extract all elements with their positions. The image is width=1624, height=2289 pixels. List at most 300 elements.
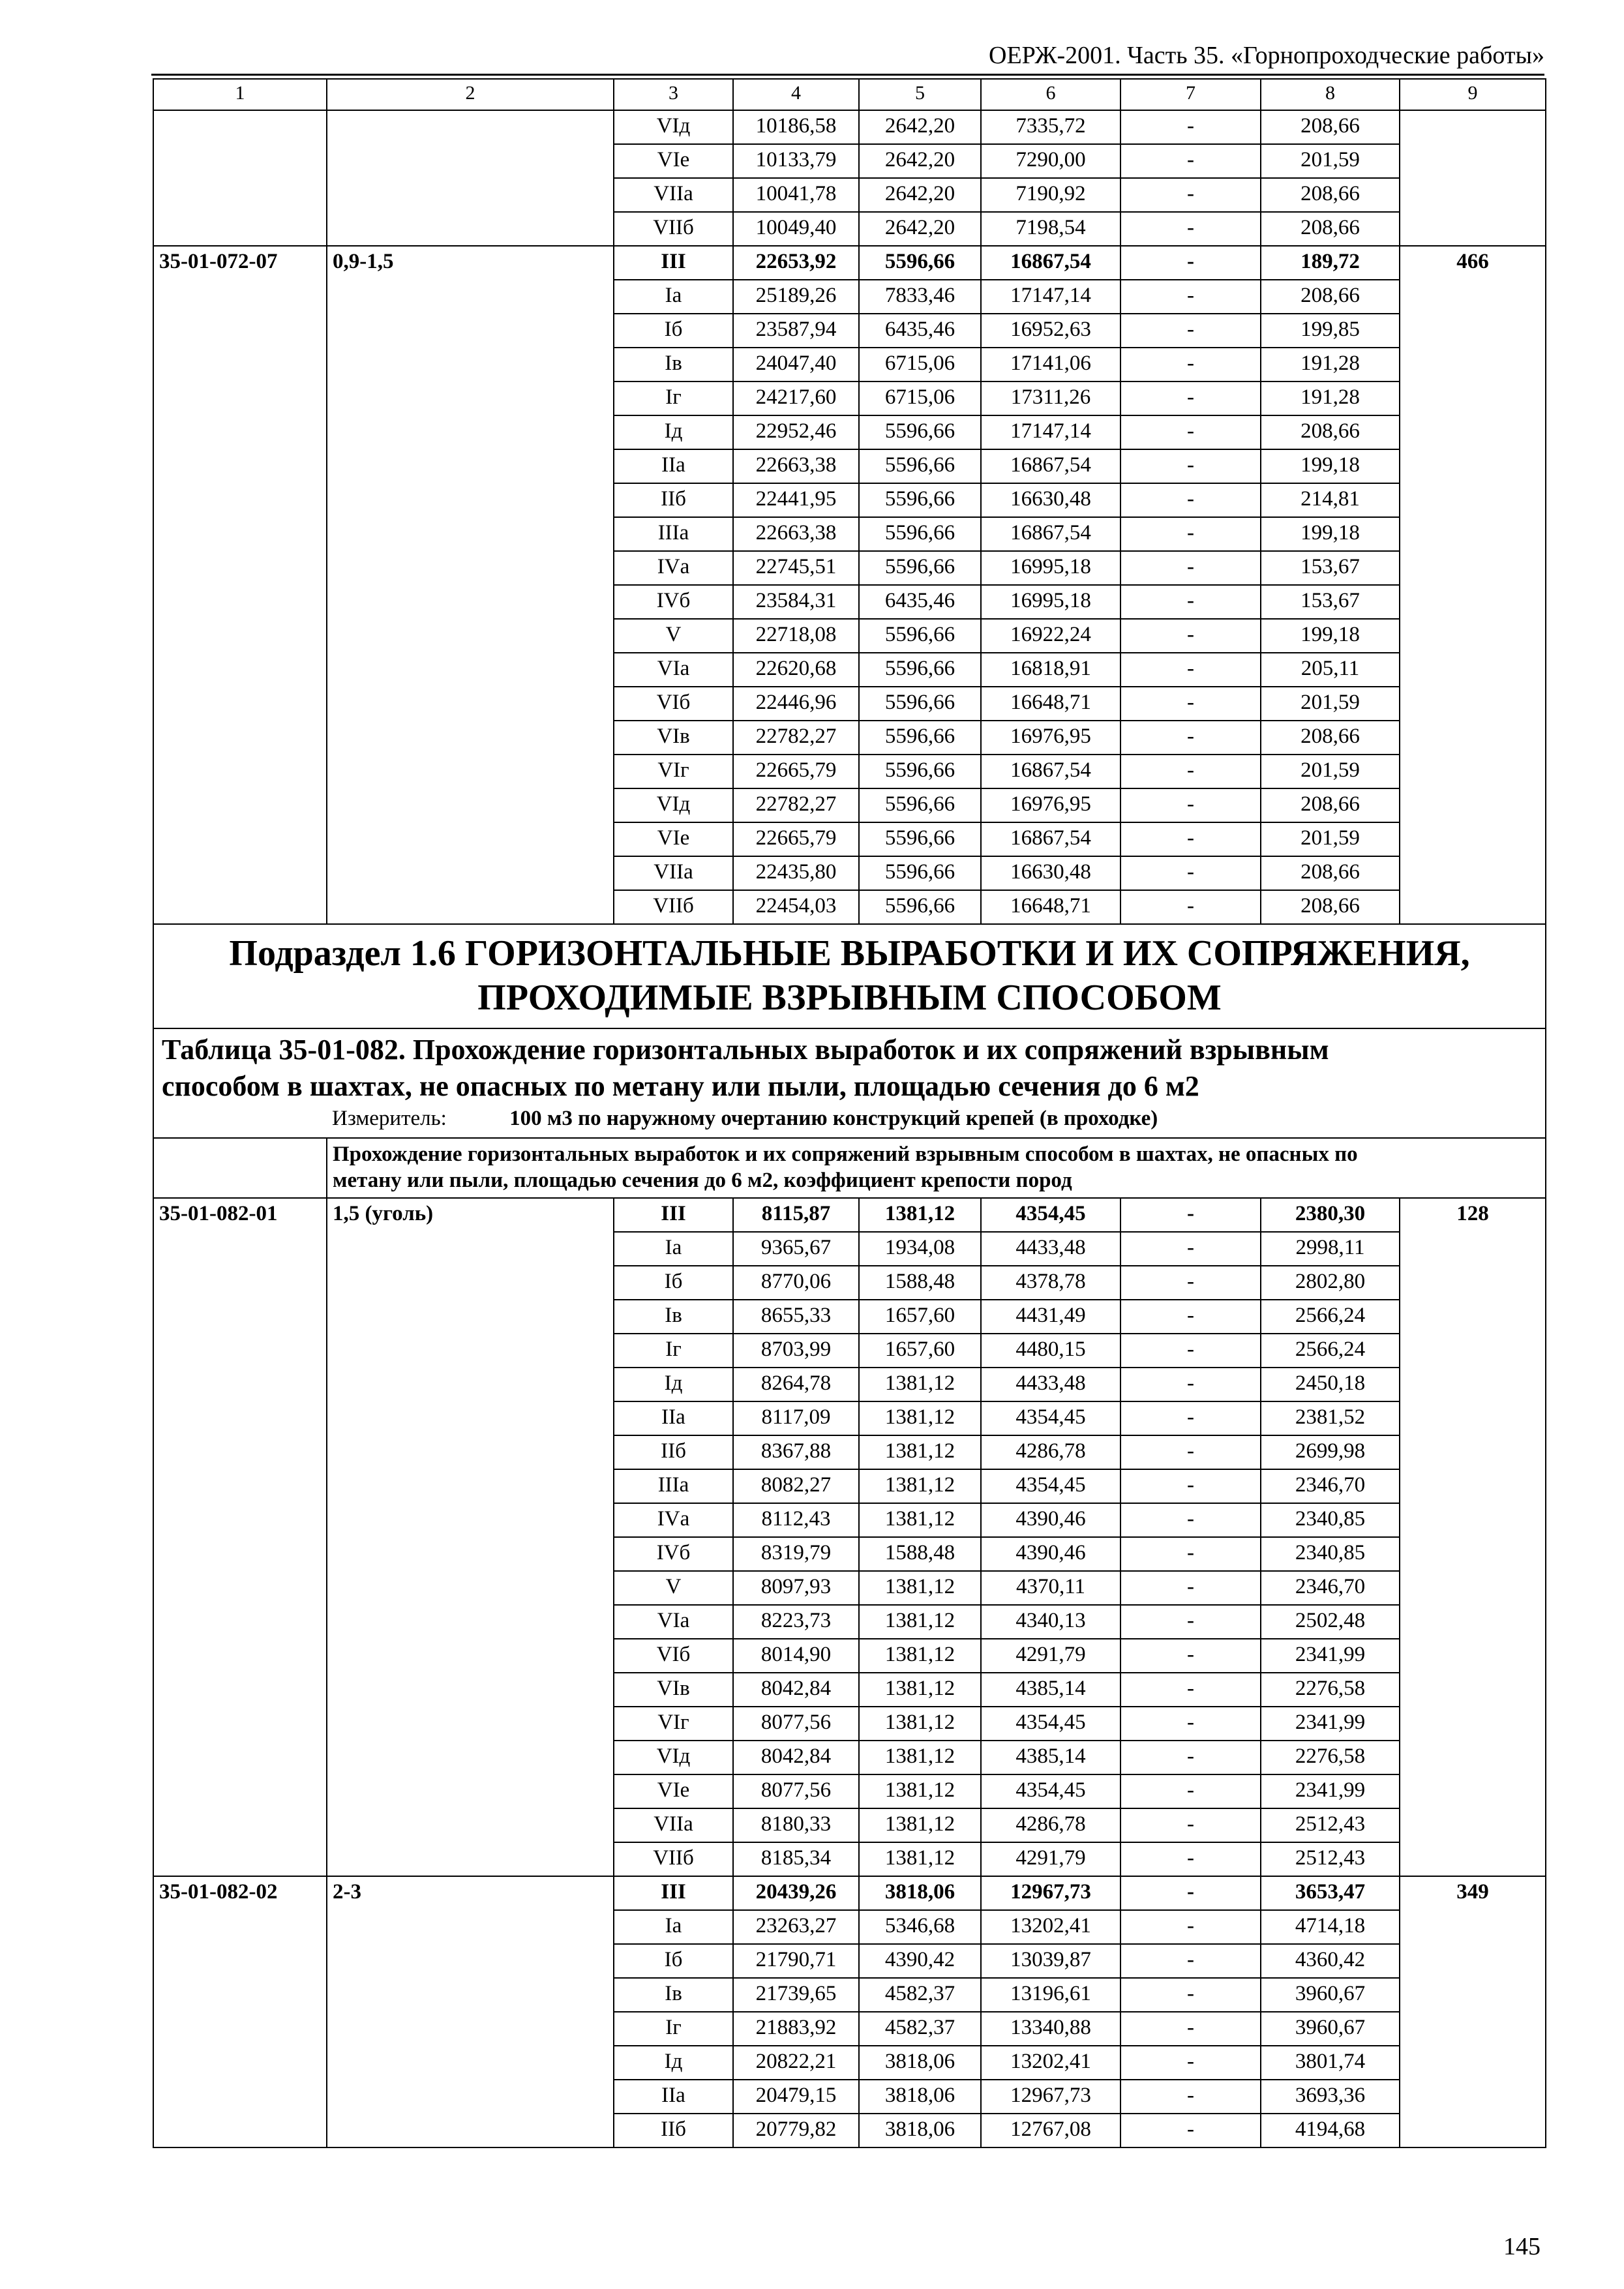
table-row: [153, 110, 1546, 144]
zone-cell: IVа: [614, 551, 733, 585]
value-cell-c8: 201,59: [1261, 822, 1400, 856]
value-cell-c5: 5596,66: [859, 483, 981, 517]
value-cell-c5: 1381,12: [859, 1707, 981, 1741]
zone-cell: IVб: [614, 1537, 733, 1571]
value-cell-c4: 23584,31: [733, 585, 859, 619]
table-row: [153, 1876, 1546, 1910]
value-cell-c6: 12967,73: [981, 2080, 1120, 2114]
value-cell-c6: 4431,49: [981, 1300, 1120, 1334]
value-cell-c8: 2276,58: [1261, 1741, 1400, 1774]
value-cell-c7: -: [1120, 1537, 1261, 1571]
value-cell-c4: 9365,67: [733, 1232, 859, 1266]
value-cell-c8: 2340,85: [1261, 1503, 1400, 1537]
zone-cell: IIа: [614, 449, 733, 483]
value-cell-c8: 2699,98: [1261, 1435, 1400, 1469]
value-cell-c5: 1657,60: [859, 1334, 981, 1368]
value-cell-c8: 4194,68: [1261, 2114, 1400, 2147]
zone-cell: VIв: [614, 1673, 733, 1707]
value-cell-c7: -: [1120, 619, 1261, 653]
subsection-heading-row: [153, 924, 1546, 1028]
value-cell-c8: 153,67: [1261, 585, 1400, 619]
empty-cell: [1400, 110, 1546, 246]
empty-cell: [327, 110, 614, 246]
zone-cell: VIв: [614, 721, 733, 755]
zone-cell: Iа: [614, 280, 733, 314]
price-table-sheet: [153, 78, 1545, 2148]
value-cell-c8: 2341,99: [1261, 1774, 1400, 1808]
value-cell-c6: 17147,14: [981, 415, 1120, 449]
value-cell-c4: 8042,84: [733, 1741, 859, 1774]
zone-cell: VIIа: [614, 178, 733, 212]
value-cell-c8: 2341,99: [1261, 1707, 1400, 1741]
value-cell-c5: 1381,12: [859, 1503, 981, 1537]
value-cell-c8: 3801,74: [1261, 2046, 1400, 2080]
zone-cell: IIIа: [614, 1469, 733, 1503]
zone-cell: VIIб: [614, 212, 733, 246]
value-cell-c7: -: [1120, 2012, 1261, 2046]
value-cell-c4: 22454,03: [733, 890, 859, 924]
value-cell-c6: 7290,00: [981, 144, 1120, 178]
value-cell-c5: 3818,06: [859, 2046, 981, 2080]
value-cell-c5: 1381,12: [859, 1368, 981, 1401]
zone-cell: Iб: [614, 1266, 733, 1300]
value-cell-c5: 6435,46: [859, 585, 981, 619]
value-cell-c8: 2341,99: [1261, 1639, 1400, 1673]
zone-cell: VIб: [614, 687, 733, 721]
value-cell-c7: -: [1120, 1639, 1261, 1673]
value-cell-c6: 16922,24: [981, 619, 1120, 653]
value-cell-c6: 4354,45: [981, 1401, 1120, 1435]
value-cell-c4: 8082,27: [733, 1469, 859, 1503]
value-cell-c4: 22446,96: [733, 687, 859, 721]
zone-cell: VIIб: [614, 1842, 733, 1876]
value-cell-c8: 2502,48: [1261, 1605, 1400, 1639]
column-number: 6: [981, 79, 1120, 110]
zone-cell: VIе: [614, 144, 733, 178]
zone-cell: Iб: [614, 314, 733, 348]
measure-unit: 100 м3 по наружному очертанию конструкций крепей (в проходке): [509, 1107, 1158, 1130]
value-cell-c6: 16630,48: [981, 856, 1120, 890]
table-row: [153, 1198, 1546, 1232]
value-cell-c7: -: [1120, 721, 1261, 755]
value-cell-c7: -: [1120, 1435, 1261, 1469]
value-cell-c5: 7833,46: [859, 280, 981, 314]
value-cell-c8: 2566,24: [1261, 1334, 1400, 1368]
value-cell-c5: 4582,37: [859, 1978, 981, 2012]
value-cell-c6: 16976,95: [981, 788, 1120, 822]
value-cell-c5: 1381,12: [859, 1605, 981, 1639]
value-cell-c5: 3818,06: [859, 2080, 981, 2114]
measure-label: Измеритель:: [332, 1107, 447, 1130]
value-cell-c4: 10186,58: [733, 110, 859, 144]
value-cell-c4: 21883,92: [733, 2012, 859, 2046]
column-number: 1: [153, 79, 327, 110]
value-cell-c5: 6715,06: [859, 382, 981, 415]
value-cell-c5: 5596,66: [859, 449, 981, 483]
value-cell-c5: 5596,66: [859, 653, 981, 687]
value-cell-c7: -: [1120, 1707, 1261, 1741]
value-cell-c6: 16952,63: [981, 314, 1120, 348]
value-cell-c6: 13196,61: [981, 1978, 1120, 2012]
value-cell-c4: 25189,26: [733, 280, 859, 314]
zone-cell: Iг: [614, 1334, 733, 1368]
value-cell-c4: 21790,71: [733, 1944, 859, 1978]
value-cell-c7: -: [1120, 2114, 1261, 2147]
value-cell-c5: 1381,12: [859, 1401, 981, 1435]
column-number: 5: [859, 79, 981, 110]
column-number: 7: [1120, 79, 1261, 110]
rock-hardness: 0,9-1,5: [327, 246, 614, 924]
value-cell-c6: 4354,45: [981, 1469, 1120, 1503]
value-cell-c8: 205,11: [1261, 653, 1400, 687]
value-cell-c8: 2380,30: [1261, 1198, 1400, 1232]
zone-cell: Iг: [614, 382, 733, 415]
item-code: 35-01-072-07: [153, 246, 327, 924]
labor-cost: 349: [1400, 1876, 1546, 2147]
value-cell-c5: 4582,37: [859, 2012, 981, 2046]
value-cell-c4: 8014,90: [733, 1639, 859, 1673]
value-cell-c8: 4360,42: [1261, 1944, 1400, 1978]
value-cell-c4: 20439,26: [733, 1876, 859, 1910]
item-code: 35-01-082-02: [153, 1876, 327, 2147]
value-cell-c4: 22663,38: [733, 449, 859, 483]
value-cell-c6: 4354,45: [981, 1774, 1120, 1808]
value-cell-c7: -: [1120, 755, 1261, 788]
column-number: 9: [1400, 79, 1546, 110]
value-cell-c4: 10133,79: [733, 144, 859, 178]
zone-cell: III: [614, 1198, 733, 1232]
value-cell-c5: 1381,12: [859, 1808, 981, 1842]
empty-cell: [153, 1138, 327, 1198]
rock-hardness: 1,5 (уголь): [327, 1198, 614, 1876]
value-cell-c6: 17311,26: [981, 382, 1120, 415]
zone-cell: VIд: [614, 110, 733, 144]
value-cell-c5: 2642,20: [859, 212, 981, 246]
header-rule: [151, 74, 1544, 76]
value-cell-c4: 8117,09: [733, 1401, 859, 1435]
value-cell-c5: 1381,12: [859, 1673, 981, 1707]
value-cell-c8: 2802,80: [1261, 1266, 1400, 1300]
value-cell-c7: -: [1120, 110, 1261, 144]
value-cell-c5: 2642,20: [859, 110, 981, 144]
value-cell-c6: 4385,14: [981, 1673, 1120, 1707]
table-title-cell: [153, 1028, 1546, 1138]
value-cell-c8: 201,59: [1261, 144, 1400, 178]
value-cell-c6: 13202,41: [981, 1910, 1120, 1944]
value-cell-c8: 3960,67: [1261, 1978, 1400, 2012]
value-cell-c7: -: [1120, 1978, 1261, 2012]
value-cell-c8: 201,59: [1261, 755, 1400, 788]
value-cell-c7: -: [1120, 1842, 1261, 1876]
zone-cell: VIIб: [614, 890, 733, 924]
labor-cost: 128: [1400, 1198, 1546, 1876]
value-cell-c7: -: [1120, 2046, 1261, 2080]
work-description: [327, 1138, 1546, 1198]
page-number: 145: [1503, 2233, 1541, 2260]
zone-cell: VIд: [614, 1741, 733, 1774]
value-cell-c7: -: [1120, 1774, 1261, 1808]
value-cell-c8: 3960,67: [1261, 2012, 1400, 2046]
value-cell-c4: 8042,84: [733, 1673, 859, 1707]
zone-cell: VIIа: [614, 856, 733, 890]
value-cell-c7: -: [1120, 382, 1261, 415]
value-cell-c4: 22620,68: [733, 653, 859, 687]
value-cell-c8: 2512,43: [1261, 1842, 1400, 1876]
value-cell-c6: 7190,92: [981, 178, 1120, 212]
value-cell-c6: 12767,08: [981, 2114, 1120, 2147]
value-cell-c5: 5596,66: [859, 856, 981, 890]
value-cell-c8: 201,59: [1261, 687, 1400, 721]
value-cell-c7: -: [1120, 1198, 1261, 1232]
zone-cell: IIIа: [614, 517, 733, 551]
zone-cell: Iг: [614, 2012, 733, 2046]
value-cell-c5: 1588,48: [859, 1537, 981, 1571]
zone-cell: Iд: [614, 415, 733, 449]
value-cell-c6: 4385,14: [981, 1741, 1120, 1774]
labor-cost: 466: [1400, 246, 1546, 924]
zone-cell: Iа: [614, 1910, 733, 1944]
value-cell-c5: 5596,66: [859, 721, 981, 755]
value-cell-c7: -: [1120, 1368, 1261, 1401]
value-cell-c4: 21739,65: [733, 1978, 859, 2012]
value-cell-c7: -: [1120, 1944, 1261, 1978]
zone-cell: V: [614, 1571, 733, 1605]
zone-cell: III: [614, 1876, 733, 1910]
zone-cell: VIб: [614, 1639, 733, 1673]
value-cell-c7: -: [1120, 788, 1261, 822]
value-cell-c4: 24217,60: [733, 382, 859, 415]
zone-cell: Iв: [614, 1978, 733, 2012]
value-cell-c8: 199,85: [1261, 314, 1400, 348]
value-cell-c4: 8367,88: [733, 1435, 859, 1469]
value-cell-c7: -: [1120, 449, 1261, 483]
value-cell-c8: 208,66: [1261, 788, 1400, 822]
value-cell-c5: 1381,12: [859, 1198, 981, 1232]
zone-cell: Iа: [614, 1232, 733, 1266]
value-cell-c4: 10049,40: [733, 212, 859, 246]
value-cell-c5: 5596,66: [859, 822, 981, 856]
value-cell-c8: 3693,36: [1261, 2080, 1400, 2114]
value-cell-c8: 2450,18: [1261, 1368, 1400, 1401]
value-cell-c5: 1381,12: [859, 1741, 981, 1774]
column-number: 4: [733, 79, 859, 110]
value-cell-c7: -: [1120, 246, 1261, 280]
value-cell-c7: -: [1120, 415, 1261, 449]
value-cell-c6: 4433,48: [981, 1368, 1120, 1401]
value-cell-c8: 3653,47: [1261, 1876, 1400, 1910]
value-cell-c4: 8770,06: [733, 1266, 859, 1300]
value-cell-c6: 16630,48: [981, 483, 1120, 517]
table-title-row: [153, 1028, 1546, 1138]
subsection-heading-line: Подраздел 1.6 ГОРИЗОНТАЛЬНЫЕ ВЫРАБОТКИ И ИХ СОПРЯЖЕНИЯ,: [229, 933, 1470, 974]
value-cell-c4: 10041,78: [733, 178, 859, 212]
column-number: 3: [614, 79, 733, 110]
value-cell-c5: 6435,46: [859, 314, 981, 348]
value-cell-c5: 3818,06: [859, 2114, 981, 2147]
value-cell-c8: 2381,52: [1261, 1401, 1400, 1435]
zone-cell: Iв: [614, 1300, 733, 1334]
zone-cell: VIг: [614, 1707, 733, 1741]
value-cell-c4: 22435,80: [733, 856, 859, 890]
document-header-title: ОЕРЖ-2001. Часть 35. «Горнопроходческие работы»: [989, 42, 1544, 69]
value-cell-c6: 17141,06: [981, 348, 1120, 382]
value-cell-c6: 4433,48: [981, 1232, 1120, 1266]
column-number: 8: [1261, 79, 1400, 110]
value-cell-c5: 4390,42: [859, 1944, 981, 1978]
value-cell-c5: 5596,66: [859, 551, 981, 585]
value-cell-c7: -: [1120, 585, 1261, 619]
value-cell-c7: -: [1120, 1503, 1261, 1537]
value-cell-c4: 22745,51: [733, 551, 859, 585]
value-cell-c6: 16818,91: [981, 653, 1120, 687]
value-cell-c4: 8319,79: [733, 1537, 859, 1571]
value-cell-c6: 13340,88: [981, 2012, 1120, 2046]
table-title-line: Таблица 35-01-082. Прохождение горизонтальных выработок и их сопряжений взрывным: [162, 1034, 1329, 1066]
zone-cell: III: [614, 246, 733, 280]
value-cell-c5: 5596,66: [859, 788, 981, 822]
value-cell-c5: 1381,12: [859, 1571, 981, 1605]
subsection-heading-line: ПРОХОДИМЫЕ ВЗРЫВНЫМ СПОСОБОМ: [477, 978, 1222, 1018]
subsection-heading: [153, 924, 1546, 1028]
value-cell-c7: -: [1120, 1910, 1261, 1944]
zone-cell: VIг: [614, 755, 733, 788]
value-cell-c8: 4714,18: [1261, 1910, 1400, 1944]
value-cell-c4: 8077,56: [733, 1707, 859, 1741]
value-cell-c4: 24047,40: [733, 348, 859, 382]
value-cell-c5: 3818,06: [859, 1876, 981, 1910]
value-cell-c7: -: [1120, 1334, 1261, 1368]
value-cell-c6: 4390,46: [981, 1503, 1120, 1537]
item-code: 35-01-082-01: [153, 1198, 327, 1876]
value-cell-c4: 8097,93: [733, 1571, 859, 1605]
zone-cell: IIб: [614, 1435, 733, 1469]
zone-cell: Iб: [614, 1944, 733, 1978]
value-cell-c5: 1934,08: [859, 1232, 981, 1266]
value-cell-c7: -: [1120, 348, 1261, 382]
value-cell-c4: 22952,46: [733, 415, 859, 449]
value-cell-c5: 1381,12: [859, 1774, 981, 1808]
value-cell-c6: 16648,71: [981, 687, 1120, 721]
value-cell-c6: 16867,54: [981, 822, 1120, 856]
value-cell-c7: -: [1120, 890, 1261, 924]
value-cell-c8: 2512,43: [1261, 1808, 1400, 1842]
value-cell-c5: 5596,66: [859, 619, 981, 653]
value-cell-c4: 22782,27: [733, 788, 859, 822]
value-cell-c8: 208,66: [1261, 212, 1400, 246]
value-cell-c5: 2642,20: [859, 178, 981, 212]
value-cell-c4: 22665,79: [733, 822, 859, 856]
value-cell-c4: 8112,43: [733, 1503, 859, 1537]
value-cell-c4: 22653,92: [733, 246, 859, 280]
value-cell-c8: 2346,70: [1261, 1469, 1400, 1503]
value-cell-c6: 16995,18: [981, 585, 1120, 619]
value-cell-c8: 2566,24: [1261, 1300, 1400, 1334]
table-title-line: способом в шахтах, не опасных по метану или пыли, площадью сечения до 6 м2: [162, 1070, 1199, 1102]
value-cell-c7: -: [1120, 314, 1261, 348]
value-cell-c8: 189,72: [1261, 246, 1400, 280]
value-cell-c6: 13039,87: [981, 1944, 1120, 1978]
price-table: [153, 78, 1546, 2148]
zone-cell: Iд: [614, 2046, 733, 2080]
value-cell-c6: 13202,41: [981, 2046, 1120, 2080]
value-cell-c8: 208,66: [1261, 721, 1400, 755]
zone-cell: IVа: [614, 1503, 733, 1537]
value-cell-c7: -: [1120, 1300, 1261, 1334]
zone-cell: VIе: [614, 1774, 733, 1808]
value-cell-c6: 7335,72: [981, 110, 1120, 144]
value-cell-c6: 12967,73: [981, 1876, 1120, 1910]
value-cell-c8: 208,66: [1261, 856, 1400, 890]
value-cell-c5: 2642,20: [859, 144, 981, 178]
zone-cell: IIб: [614, 483, 733, 517]
value-cell-c7: -: [1120, 517, 1261, 551]
value-cell-c7: -: [1120, 1401, 1261, 1435]
zone-cell: Iд: [614, 1368, 733, 1401]
value-cell-c4: 22665,79: [733, 755, 859, 788]
value-cell-c7: -: [1120, 483, 1261, 517]
value-cell-c7: -: [1120, 1266, 1261, 1300]
value-cell-c7: -: [1120, 1673, 1261, 1707]
value-cell-c5: 1381,12: [859, 1435, 981, 1469]
value-cell-c6: 4390,46: [981, 1537, 1120, 1571]
value-cell-c8: 208,66: [1261, 890, 1400, 924]
value-cell-c4: 22718,08: [733, 619, 859, 653]
value-cell-c8: 2340,85: [1261, 1537, 1400, 1571]
zone-cell: VIд: [614, 788, 733, 822]
value-cell-c8: 153,67: [1261, 551, 1400, 585]
value-cell-c6: 16867,54: [981, 755, 1120, 788]
value-cell-c5: 1657,60: [859, 1300, 981, 1334]
value-cell-c6: 16867,54: [981, 517, 1120, 551]
value-cell-c7: -: [1120, 822, 1261, 856]
value-cell-c8: 199,18: [1261, 449, 1400, 483]
value-cell-c5: 5596,66: [859, 415, 981, 449]
value-cell-c7: -: [1120, 144, 1261, 178]
value-cell-c6: 16867,54: [981, 449, 1120, 483]
value-cell-c7: -: [1120, 687, 1261, 721]
zone-cell: V: [614, 619, 733, 653]
value-cell-c8: 2998,11: [1261, 1232, 1400, 1266]
work-description-row: [153, 1138, 1546, 1198]
value-cell-c4: 22663,38: [733, 517, 859, 551]
value-cell-c6: 4286,78: [981, 1435, 1120, 1469]
value-cell-c7: -: [1120, 280, 1261, 314]
value-cell-c7: -: [1120, 1741, 1261, 1774]
value-cell-c8: 2276,58: [1261, 1673, 1400, 1707]
measure-line: [160, 1105, 1539, 1132]
column-number: 2: [327, 79, 614, 110]
value-cell-c6: 16976,95: [981, 721, 1120, 755]
value-cell-c4: 8223,73: [733, 1605, 859, 1639]
value-cell-c6: 4354,45: [981, 1198, 1120, 1232]
value-cell-c5: 1381,12: [859, 1842, 981, 1876]
value-cell-c4: 8703,99: [733, 1334, 859, 1368]
zone-cell: VIа: [614, 1605, 733, 1639]
value-cell-c8: 208,66: [1261, 110, 1400, 144]
value-cell-c4: 20822,21: [733, 2046, 859, 2080]
value-cell-c8: 208,66: [1261, 178, 1400, 212]
value-cell-c6: 4291,79: [981, 1842, 1120, 1876]
value-cell-c5: 1381,12: [859, 1639, 981, 1673]
zone-cell: VIа: [614, 653, 733, 687]
column-number-row: [153, 79, 1546, 110]
value-cell-c4: 8115,87: [733, 1198, 859, 1232]
value-cell-c7: -: [1120, 856, 1261, 890]
value-cell-c5: 5596,66: [859, 687, 981, 721]
work-description-line: метану или пыли, площадью сечения до 6 м2, коэффициент крепости пород: [333, 1169, 1072, 1192]
value-cell-c8: 208,66: [1261, 280, 1400, 314]
value-cell-c6: 16995,18: [981, 551, 1120, 585]
